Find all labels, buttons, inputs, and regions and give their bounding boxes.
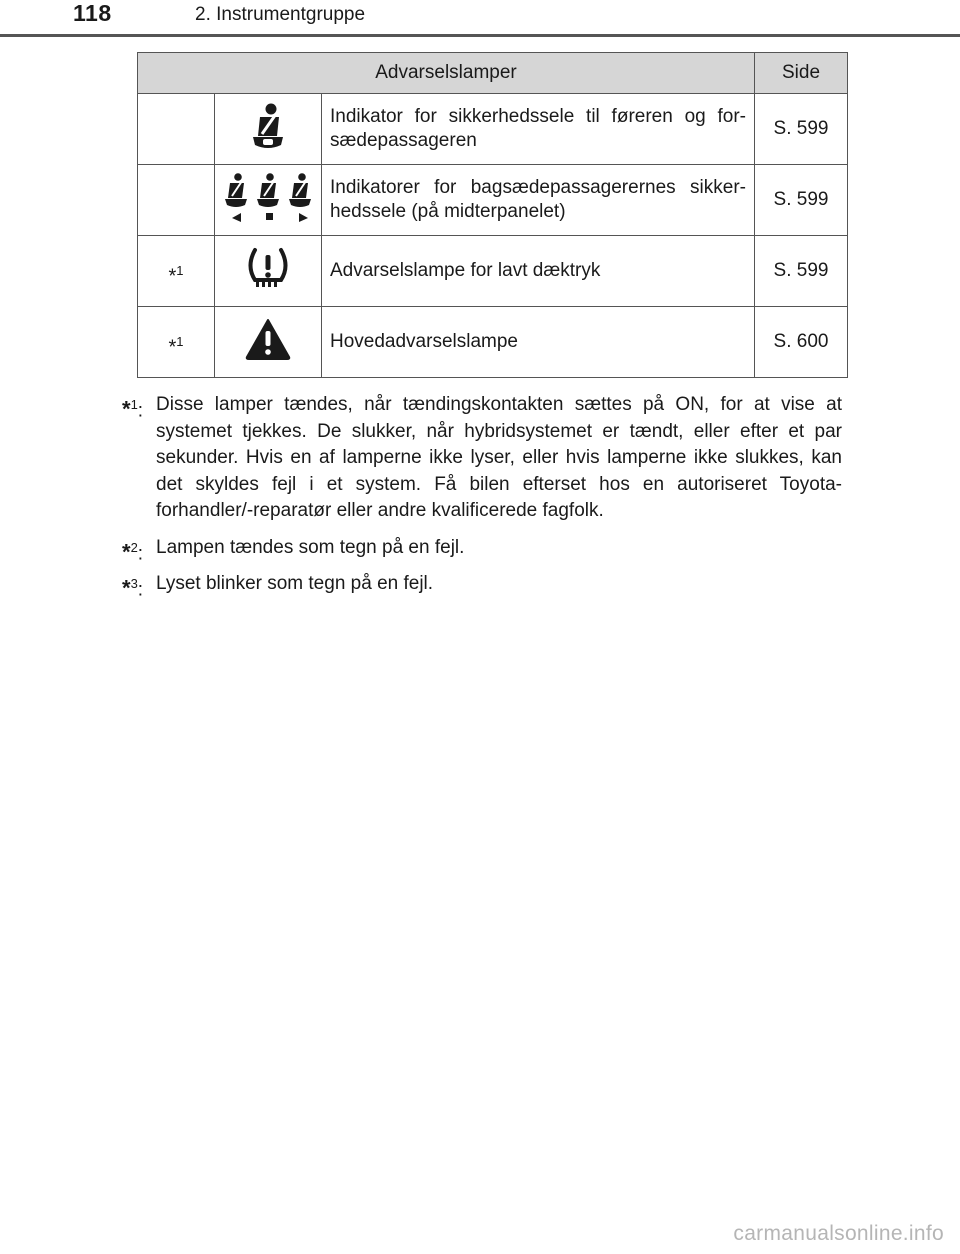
footnote-label: *$^3$: [122,575,144,601]
row-mark: *$^1$ [138,236,215,307]
row-page-ref[interactable]: S. 599 [755,165,848,236]
footnote [122,392,842,525]
table-row [138,94,848,165]
rear-seatbelts-icon [220,172,316,222]
header-rule [0,34,960,37]
page-number: 118 [73,0,112,26]
footnote-label: *$^2$: [122,538,144,564]
watermark: carmanualsonline.info [733,1222,944,1245]
icon-cell [215,307,322,378]
row-mark: *$^1$ [138,307,215,378]
table-row [138,236,848,307]
footnote [122,535,842,562]
row-description: Indikator for sikkerhedssele til føreren og for-sædepassageren [322,94,755,165]
icon-cell [215,94,322,165]
row-description: Advarselslampe for lavt dæktryk [322,236,755,307]
row-page-ref[interactable]: S. 600 [755,307,848,378]
icon-cell [215,165,322,236]
icon-cell [215,236,322,307]
row-mark [138,165,215,236]
col-header-page: Side [755,53,848,94]
seatbelt-icon [246,102,290,150]
row-description: Hovedadvarselslampe [322,307,755,378]
row-page-ref[interactable]: S. 599 [755,236,848,307]
row-description: Indikatorer for bagsædepassagerernes sikker-hedssele (på midterpanelet) [322,165,755,236]
footnote-text: Lampen tændes som tegn på en fejl. [156,536,465,558]
footnote-text: Lyset blinker som tegn på en fejl. [156,573,434,594]
row-page-ref[interactable]: S. 599 [755,94,848,165]
chapter-title: 2. Instrumentgruppe [195,4,366,25]
page-header [0,0,960,36]
footnote [122,571,842,601]
table-row [138,307,848,378]
col-header-lamps: Advarselslamper [138,53,755,94]
master-warning-icon [245,318,291,360]
table-row [138,165,848,236]
footnote-text: Disse lamper tændes, når tændingskontakten sættes på ON, for at vise at systemet tjekkes. De slukker, når hybridsystemet er tændt, eller efter et par sekunder. Hvis en af lamperne ikke lyser, eller hvis lamperne ikke slukkes, kan det skyldes fejl i et system. Få bilen efterset hos en autoriseret Toyota-forhandler/-reparatør eller andre kvalificerede fagfolk. [156,394,842,521]
low-tire-pressure-icon [245,246,291,290]
warning-lamps-table [137,52,848,378]
footnote-label: *$^1$: [122,396,144,422]
row-mark [138,94,215,165]
footnotes [122,392,842,608]
